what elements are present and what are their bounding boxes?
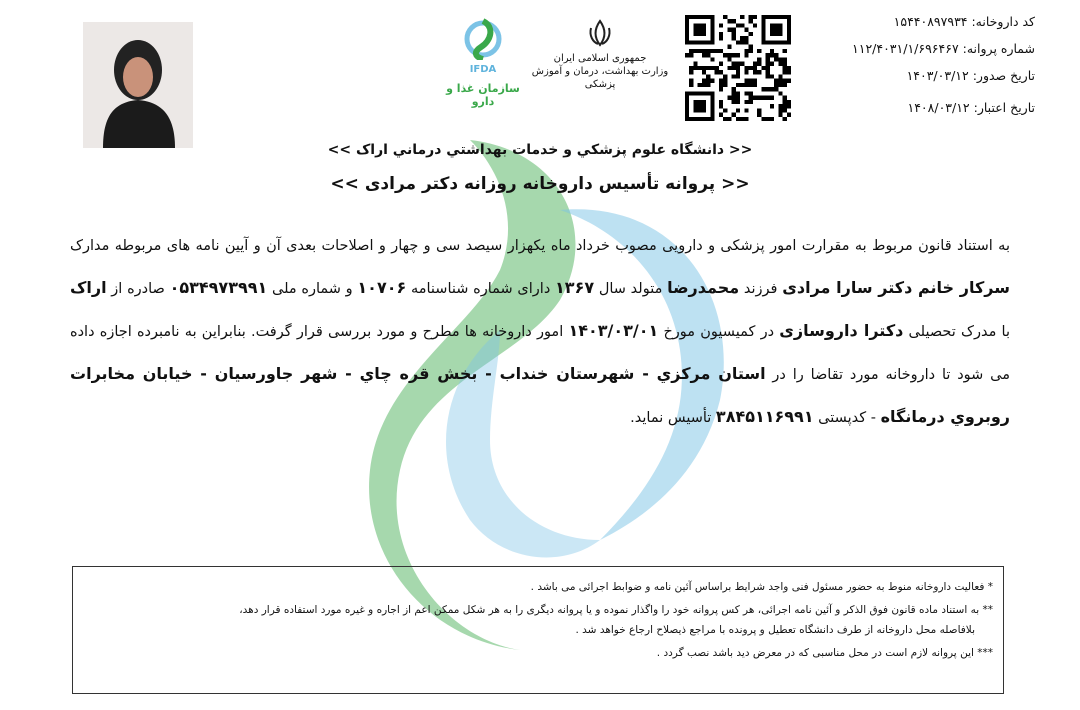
body-text: متولد سال xyxy=(594,281,668,297)
note-2-continued: بلافاصله محل داروخانه از طرف دانشگاه تعطیل و پرونده با مراجع ذیصلاح ارجاع خواهد شد . xyxy=(575,624,975,636)
ifda-short: IFDA xyxy=(469,64,497,75)
validity-date: تاریخ اعتبار: ۱۴۰۸/۰۳/۱۲ xyxy=(907,100,1035,115)
body-emphasis: ۰۵۳۴۹۷۳۹۹۱ xyxy=(169,278,268,297)
license-info xyxy=(852,12,1035,125)
body-text: صادره از xyxy=(106,281,170,297)
ministry-line-2: وزارت بهداشت، درمان و آموزش پزشکی xyxy=(531,66,669,90)
body-text: و شماره ملی xyxy=(267,281,358,297)
notes-box xyxy=(72,566,1004,694)
body-text: فرزند xyxy=(739,281,783,297)
qr-code xyxy=(683,15,793,121)
license-number: شماره پروانه: ۱۱۲/۴۰۳۱/۱/۶۹۶۴۶۷ xyxy=(852,41,1035,56)
body-text: تأسیس نماید. xyxy=(630,410,716,426)
applicant-photo xyxy=(83,22,193,148)
body-emphasis: ۱۳۶۷ xyxy=(555,278,595,297)
body-emphasis: اراک xyxy=(70,278,107,297)
body-emphasis: سرکار خانم دکتر سارا مرادی xyxy=(782,278,1010,297)
body-text: دارای شماره شناسنامه xyxy=(406,281,556,297)
issue-date: تاریخ صدور: ۱۴۰۳/۰۳/۱۲ xyxy=(906,68,1035,83)
body-emphasis: ۳۸۴۵۱۱۶۹۹۱ xyxy=(715,407,814,426)
body-emphasis: ۱۰۷۰۶ xyxy=(357,278,407,297)
body-text: به استناد قانون مربوط به مقرارت امور پزشکی و دارویی مصوب خرداد ماه یکهزار سیصد سی و چهار و اصلاحات بعدی آن و آیین نامه های مربوطه مدارک xyxy=(70,238,1010,254)
note-2: ** به استناد ماده قانون فوق الذکر و آئین نامه اجرائی، هر کس پروانه خود را واگذار نموده و یا پروانه دیگری را به هر شکل ممکن اعم از اجاره و غیره مورد استفاده قرار دهد، xyxy=(239,604,993,616)
iran-emblem-icon xyxy=(585,18,615,48)
ministry-line-1: جمهوری اسلامی ایران xyxy=(553,53,647,64)
body-text: با مدرک تحصیلی xyxy=(903,324,1010,340)
note-1: * فعالیت داروخانه منوط به حضور مسئول فنی واجد شرایط براساس آئین نامه و ضوابط اجرائی می باشد . xyxy=(530,581,993,593)
ifda-logo xyxy=(443,18,523,108)
note-3: *** این پروانه لازم است در محل مناسبی که در معرض دید باشد نصب گردد . xyxy=(656,647,993,659)
ifda-name: سازمان غذا و دارو xyxy=(446,82,520,108)
license-body-text xyxy=(70,226,1010,439)
license-title: << پروانه تأسیس داروخانه روزانه دکتر مرادی >> xyxy=(330,174,750,194)
body-emphasis: ۱۴۰۳/۰۳/۰۱ xyxy=(568,321,659,340)
university-title: << دانشگاه علوم پزشکي و خدمات بهداشتي درماني اراک >> xyxy=(327,142,753,158)
body-emphasis: استان مركزي - شهرستان خنداب - بخش قره چاي - شهر جاورسیان - خیابان مخابرات روبروي درمانگاه xyxy=(70,364,1010,426)
body-emphasis: محمدرضا xyxy=(667,278,740,297)
pharmacy-code: کد داروخانه: ۱۵۴۴۰۸۹۷۹۳۴ xyxy=(893,14,1035,29)
ministry-logo xyxy=(530,18,670,91)
ifda-emblem-icon xyxy=(461,18,505,60)
body-text: در کمیسیون مورخ xyxy=(658,324,780,340)
body-emphasis: دکترا داروسازی xyxy=(779,321,904,340)
body-text: - کدپستی xyxy=(813,410,881,426)
body-text: امور داروخانه ها مطرح و مورد بررسی قرار گرفت. بنابراین به نامبرده اجازه داده می شود تا داروخانه مورد تقاضا را در xyxy=(70,324,1011,383)
